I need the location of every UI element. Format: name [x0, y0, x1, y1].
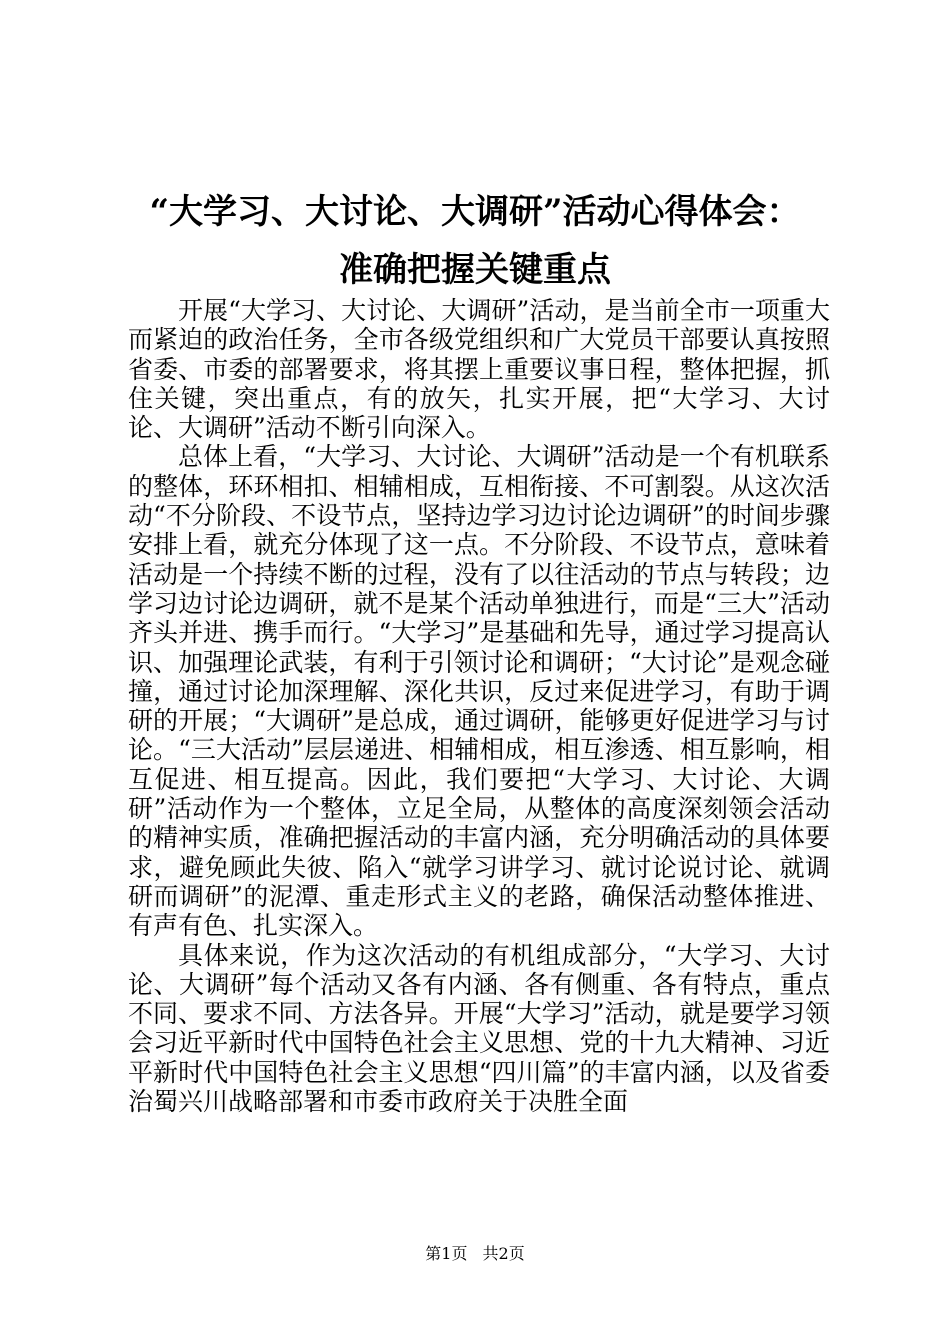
paragraph-3: 具体来说，作为这次活动的有机组成部分，“大学习、大讨论、大调研”每个活动又各有内涵、各有侧重、各有特点，重点不同、要求不同、方法各异。开展“大学习”活动，就是要学习领会习近平新时代中国特色社会主义思想、党的十九大精神、习近平新时代中国特色社会主义思想“四川篇”的丰富内涵，以及省委治蜀兴川战略部署和市委市政府关于决胜全面: [128, 940, 830, 1117]
paragraph-2: 总体上看，“大学习、大讨论、大调研”活动是一个有机联系的整体，环环相扣、相辅相成，互相衔接、不可割裂。从这次活动“不分阶段、不设节点，坚持边学习边讨论边调研”的时间步骤安排上看，就充分体现了这一点。不分阶段、不设节点，意味着活动是一个持续不断的过程，没有了以往活动的节点与转段；边学习边讨论边调研，就不是某个活动单独进行，而是“三大”活动齐头并进、携手而行。“大学习”是基础和先导，通过学习提高认识、加强理论武装，有利于引领讨论和调研；“大讨论”是观念碰撞，通过讨论加深理解、深化共识，反过来促进学习，有助于调研的开展；“大调研”是总成，通过调研，能够更好促进学习与讨论。“三大活动”层层递进、相辅相成，相互渗透、相互影响，相互促进、相互提高。因此，我们要把“大学习、大讨论、大调研”活动作为一个整体，立足全局，从整体的高度深刻领会活动的精神实质，准确把握活动的丰富内涵，充分明确活动的具体要求，避免顾此失彼、陷入“就学习讲学习、就讨论说讨论、就调研而调研”的泥潭、重走形式主义的老路，确保活动整体推进、有声有色、扎实深入。: [128, 442, 830, 941]
document-body: [128, 296, 830, 1116]
paragraph-1: 开展“大学习、大讨论、大调研”活动，是当前全市一项重大而紧迫的政治任务，全市各级党组织和广大党员干部要认真按照省委、市委的部署要求，将其摆上重要议事日程，整体把握，抓住关键，突出重点，有的放矢，扎实开展，把“大学习、大讨论、大调研”活动不断引向深入。: [128, 296, 830, 443]
document-title-line-1: “大学习、大讨论、大调研”活动心得体会：: [149, 192, 801, 232]
page-number-current: 第1页: [425, 1244, 468, 1263]
page-number-total: 共2页: [482, 1244, 525, 1263]
document-title-line-2: 准确把握关键重点: [339, 250, 611, 290]
page-footer: [0, 1244, 950, 1264]
